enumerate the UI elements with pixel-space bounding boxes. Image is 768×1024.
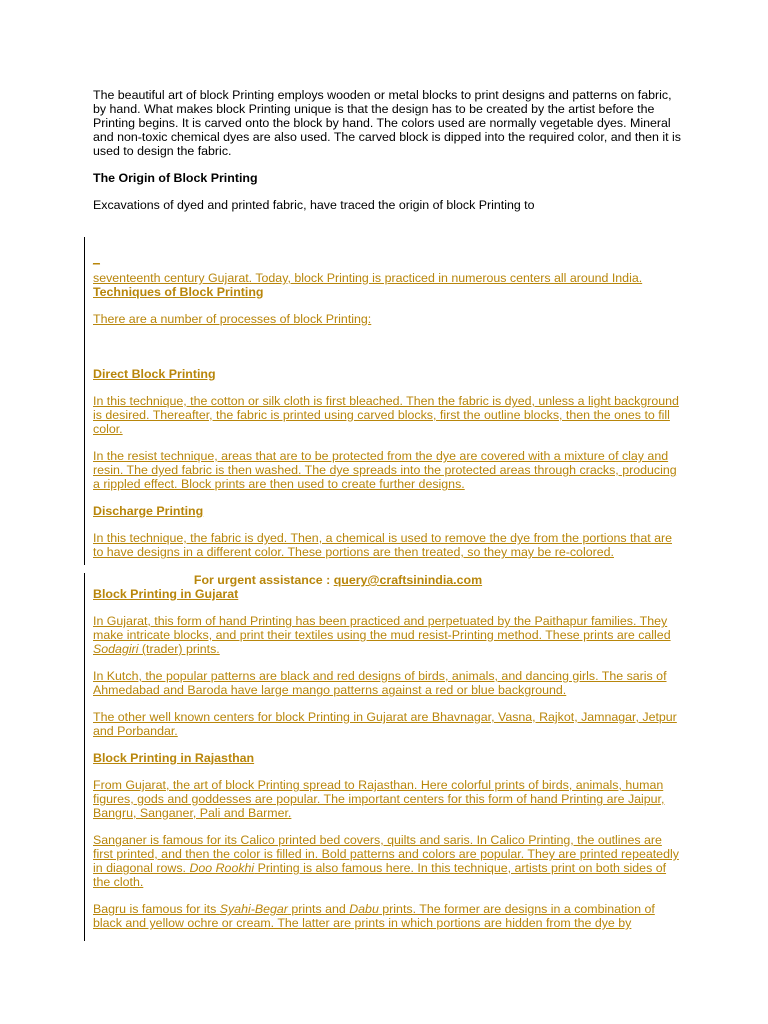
origin-continuation-link[interactable]: seventeenth century Gujarat. Today, block Printing is practiced in numerous centers all around India. xyxy=(93,271,643,285)
resist-text-link[interactable]: In the resist technique, areas that are to be protected from the dye are covered with a mixture of clay and resin. The dyed fabric is then washed. The dye spreads into the protected areas through cracks, producing a rippled effect. Block prints are then used to create further designs. xyxy=(93,449,677,491)
change-bar xyxy=(84,237,85,565)
change-bar xyxy=(84,573,85,941)
intro-paragraph: The beautiful art of block Printing employs wooden or metal blocks to print designs and patterns on fabric, by hand. What makes block Printing unique is that the design has to be created by the artist before the Printing begins. It is carved onto the block by hand. The colors used are normally vegetable dyes. Mineral and non-toxic chemical dyes are also used. The carved block is dipped into the required color, and then it is used to design the fabric. xyxy=(93,88,681,158)
doo-rookhi-term: Doo Rookhi xyxy=(189,861,255,875)
gujarat-p1-tail: (trader) prints. xyxy=(138,642,220,656)
gujarat-paragraph-2[interactable]: In Kutch, the popular patterns are black and red designs of birds, animals, and dancing girls. The saris of Ahmedabad and Baroda have large mango patterns against a red or blue background. xyxy=(93,669,667,697)
urgent-email-link[interactable]: query@craftsinindia.com xyxy=(333,573,483,587)
gujarat-p1-text: In Gujarat, this form of hand Printing has been practiced and perpetuated by the Paithapur families. They make intricate blocks, and print their textiles using the mud resist-Printing method. These prints are called xyxy=(93,614,671,642)
dabu-term: Dabu xyxy=(349,902,379,916)
gujarat-heading-link[interactable]: Block Printing in Gujarat xyxy=(93,587,239,601)
link-block-techniques xyxy=(93,225,683,559)
rajasthan-p3-mid: prints and xyxy=(287,902,350,916)
origin-paragraph: Excavations of dyed and printed fabric, have traced the origin of block Printing to xyxy=(93,198,535,212)
rajasthan-heading-link[interactable]: Block Printing in Rajasthan xyxy=(93,751,255,765)
direct-text-link[interactable]: In this technique, the cotton or silk cloth is first bleached. Then the fabric is dyed, unless a light background is desired. Thereafter, the fabric is printed using carved blocks, first the outline blocks, then the ones to fill color. xyxy=(93,394,679,436)
link-block-regions xyxy=(93,573,683,930)
dash-link[interactable]: _ xyxy=(93,251,100,265)
rajasthan-paragraph-3[interactable] xyxy=(93,902,683,930)
urgent-assistance xyxy=(93,573,583,587)
rajasthan-paragraph-2[interactable] xyxy=(93,833,683,889)
rajasthan-p2-text: Sanganer is famous for its Calico printed bed covers, quilts and saris. In Calico Printing, the outlines are first printed, and then the color is filled in. Bold patterns and colors are popular. They are printed repeatedly in diagonal rows. xyxy=(93,833,679,875)
origin-continuation xyxy=(93,271,683,299)
discharge-text-link[interactable]: In this technique, the fabric is dyed. Then, a chemical is used to remove the dye from the portions that are to have designs in a different color. These portions are then treated, so they may be re-colored. xyxy=(93,531,673,559)
direct-heading-link[interactable]: Direct Block Printing xyxy=(93,367,216,381)
techniques-heading-link[interactable]: Techniques of Block Printing xyxy=(93,285,264,299)
processes-link[interactable]: There are a number of processes of block Printing: xyxy=(93,312,372,326)
origin-heading: The Origin of Block Printing xyxy=(93,171,258,185)
document-page xyxy=(93,88,683,930)
rajasthan-p2-tail: Printing is also famous here. In this technique, artists print on both sides of the cloth. xyxy=(93,861,667,889)
gujarat-paragraph-3[interactable]: The other well known centers for block Printing in Gujarat are Bhavnagar, Vasna, Rajkot, Jamnagar, Jetpur and Porbandar. xyxy=(93,710,677,738)
rajasthan-paragraph-1[interactable]: From Gujarat, the art of block Printing spread to Rajasthan. Here colorful prints of birds, animals, human figures, gods and goddesses are popular. The important centers for this form of hand Printing are Jaipur, Bangru, Sanganer, Pali and Barmer. xyxy=(93,778,665,820)
urgent-label: For urgent assistance : xyxy=(193,573,331,587)
discharge-heading-link[interactable]: Discharge Printing xyxy=(93,504,204,518)
gujarat-paragraph-1[interactable] xyxy=(93,614,683,656)
rajasthan-p3-tail: prints. The former are designs in a combination of black and yellow ochre or cream. The latter are prints in which portions are hidden from the dye by xyxy=(93,902,655,930)
sodagiri-term: Sodagiri xyxy=(93,642,139,656)
rajasthan-p3-text: Bagru is famous for its xyxy=(93,902,220,916)
syahi-begar-term: Syahi-Begar xyxy=(219,902,288,916)
